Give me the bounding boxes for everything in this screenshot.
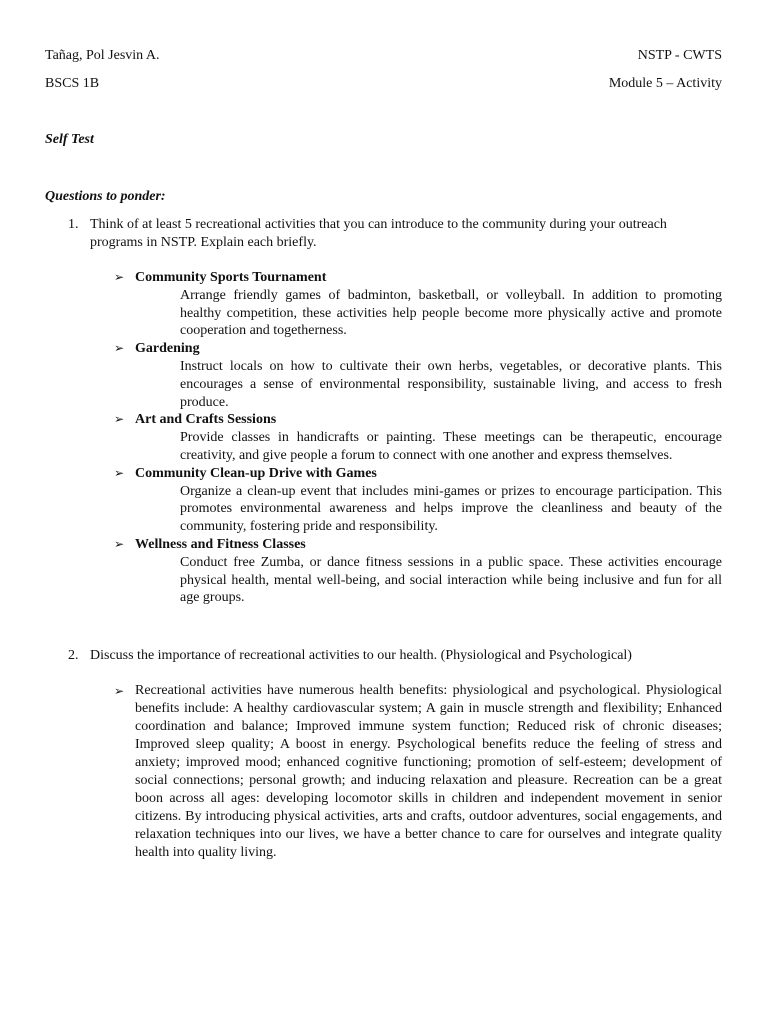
activity-description: Conduct free Zumba, or dance fitness sessions in a public space. These activities encourage physical health, mental well-being, and social interaction while being inclusive and fun for all age groups.	[180, 554, 722, 606]
activity-list	[114, 269, 722, 607]
module-label: Module 5 – Activity	[608, 76, 722, 91]
list-item	[114, 411, 722, 464]
question-1-number: 1.	[68, 217, 79, 232]
question-2	[68, 647, 722, 665]
question-2-number: 2.	[68, 648, 79, 663]
question-2-text: Discuss the importance of recreational activities to our health. (Physiological and Psychological)	[90, 648, 632, 663]
questions-heading: Questions to ponder:	[45, 189, 166, 204]
arrow-bullet-icon: ➢	[114, 684, 125, 698]
question-1-text: Think of at least 5 recreational activities that you can introduce to the community during your outreach programs in NSTP. Explain each briefly.	[90, 217, 667, 250]
student-name: Tañag, Pol Jesvin A.	[45, 48, 160, 63]
activity-title: Community Sports Tournament	[135, 270, 327, 285]
activity-title: Community Clean-up Drive with Games	[135, 465, 377, 481]
activity-title: Gardening	[135, 341, 200, 357]
arrow-bullet-icon: ➢	[114, 465, 125, 480]
list-item	[114, 536, 722, 607]
list-item	[114, 465, 722, 536]
activity-description: Organize a clean-up event that includes mini-games or prizes to encourage participation. This promotes environmental awareness and helps improve the cleanliness and beauty of the community, fostering pride and responsibility.	[180, 483, 722, 535]
self-test-heading: Self Test	[45, 132, 94, 147]
arrow-bullet-icon: ➢	[114, 270, 125, 284]
activity-description: Instruct locals on how to cultivate their own herbs, vegetables, or decorative plants. This encourages a sense of environmental responsibility, sustainable living, and access to fresh produce.	[180, 358, 722, 410]
arrow-bullet-icon: ➢	[114, 412, 125, 427]
list-item	[114, 269, 722, 340]
activity-description: Arrange friendly games of badminton, basketball, or volleyball. In addition to promoting healthy competition, these activities help people become more physically active and promote cooperation and togetherness.	[180, 287, 722, 339]
question-1	[68, 216, 722, 252]
arrow-bullet-icon: ➢	[114, 341, 125, 356]
section-label: BSCS 1B	[45, 76, 100, 91]
activity-title: Art and Crafts Sessions	[135, 412, 277, 428]
answer-paragraph: Recreational activities have numerous health benefits: physiological and psychological. Physiological benefits include: A healthy cardiovascular system; A gain in muscle strength and flexibility; Enhanced coordination and balance; Improved immune system function; Reduced risk of chronic diseases; Improved sleep quality; A boost in energy. Psychological benefits reduce the feeling of stress and anxiety; improved mood; enhanced cognitive functioning; promotion of self-esteem; development of social connections; personal growth; and inducing relaxation and pleasure. Recreation can be a great boon across all ages: developing locomotor skills in children and independent movement in senior citizens. By introducing physical activities, arts and crafts, outdoor adventures, social engagements, and relaxation techniques into our lives, we have a better chance to care for ourselves and integrate quality health into quality living.	[135, 683, 722, 860]
arrow-bullet-icon: ➢	[114, 536, 125, 551]
list-item	[114, 340, 722, 411]
activity-description: Provide classes in handicrafts or painting. These meetings can be therapeutic, encourage creativity, and give people a forum to connect with one another and express themselves.	[180, 430, 722, 463]
question-2-answer	[114, 682, 722, 862]
header-row-1	[45, 47, 722, 65]
course-title: NSTP - CWTS	[637, 48, 722, 63]
activity-title: Wellness and Fitness Classes	[135, 536, 306, 552]
header-row-2	[45, 75, 722, 93]
